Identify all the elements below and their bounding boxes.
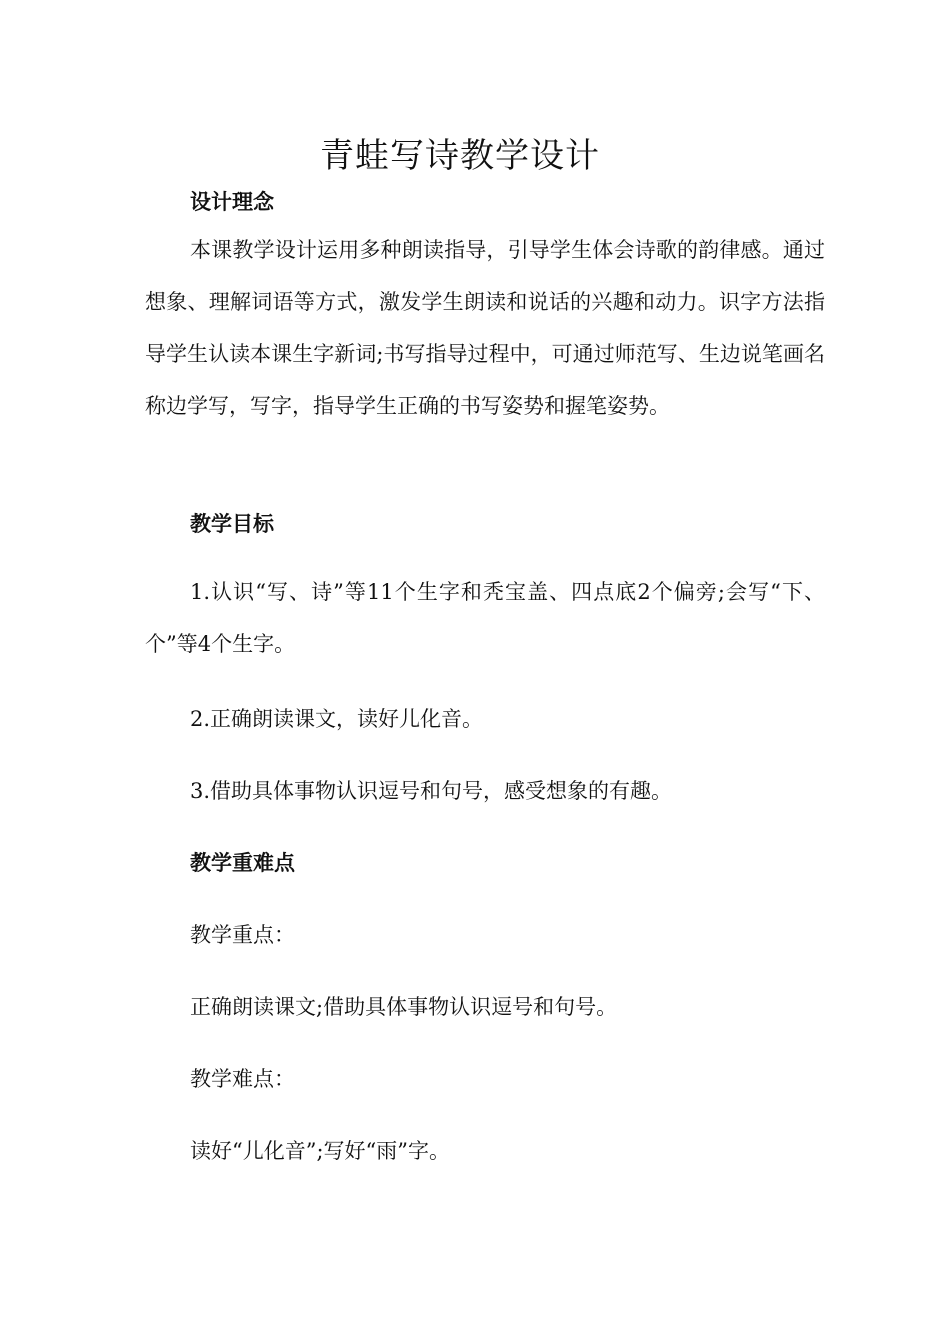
goal-item-1: 1.认识“写、诗”等11个生字和秃宝盖、四点底2个偏旁;会写“下、个”等4个生字。 (145, 580, 825, 656)
section-heading-key-points: 教学重难点 (190, 851, 295, 875)
document-title: 青蛙写诗教学设计 (320, 136, 600, 176)
difficulty-label: 教学难点： (190, 1067, 295, 1091)
difficulty-text: 读好“儿化音”;写好“雨”字。 (190, 1139, 451, 1163)
section-heading-concept: 设计理念 (190, 190, 274, 214)
section-heading-goals: 教学目标 (190, 512, 274, 536)
goal-item-2: 2.正确朗读课文，读好儿化音。 (190, 707, 484, 731)
concept-paragraph: 本课教学设计运用多种朗读指导，引导学生体会诗歌的韵律感。通过想象、理解词语等方式，激发学生朗读和说话的兴趣和动力。识字方法指导学生认读本课生字新词;书写指导过程中，可通过师范写、生边说笔画名称边学写，写字，指导学生正确的书写姿势和握笔姿势。 (145, 238, 825, 418)
goal-item-3: 3.借助具体事物认识逗号和句号，感受想象的有趣。 (190, 779, 673, 803)
focus-text: 正确朗读课文;借助具体事物认识逗号和句号。 (190, 995, 618, 1019)
focus-label: 教学重点： (190, 923, 295, 947)
